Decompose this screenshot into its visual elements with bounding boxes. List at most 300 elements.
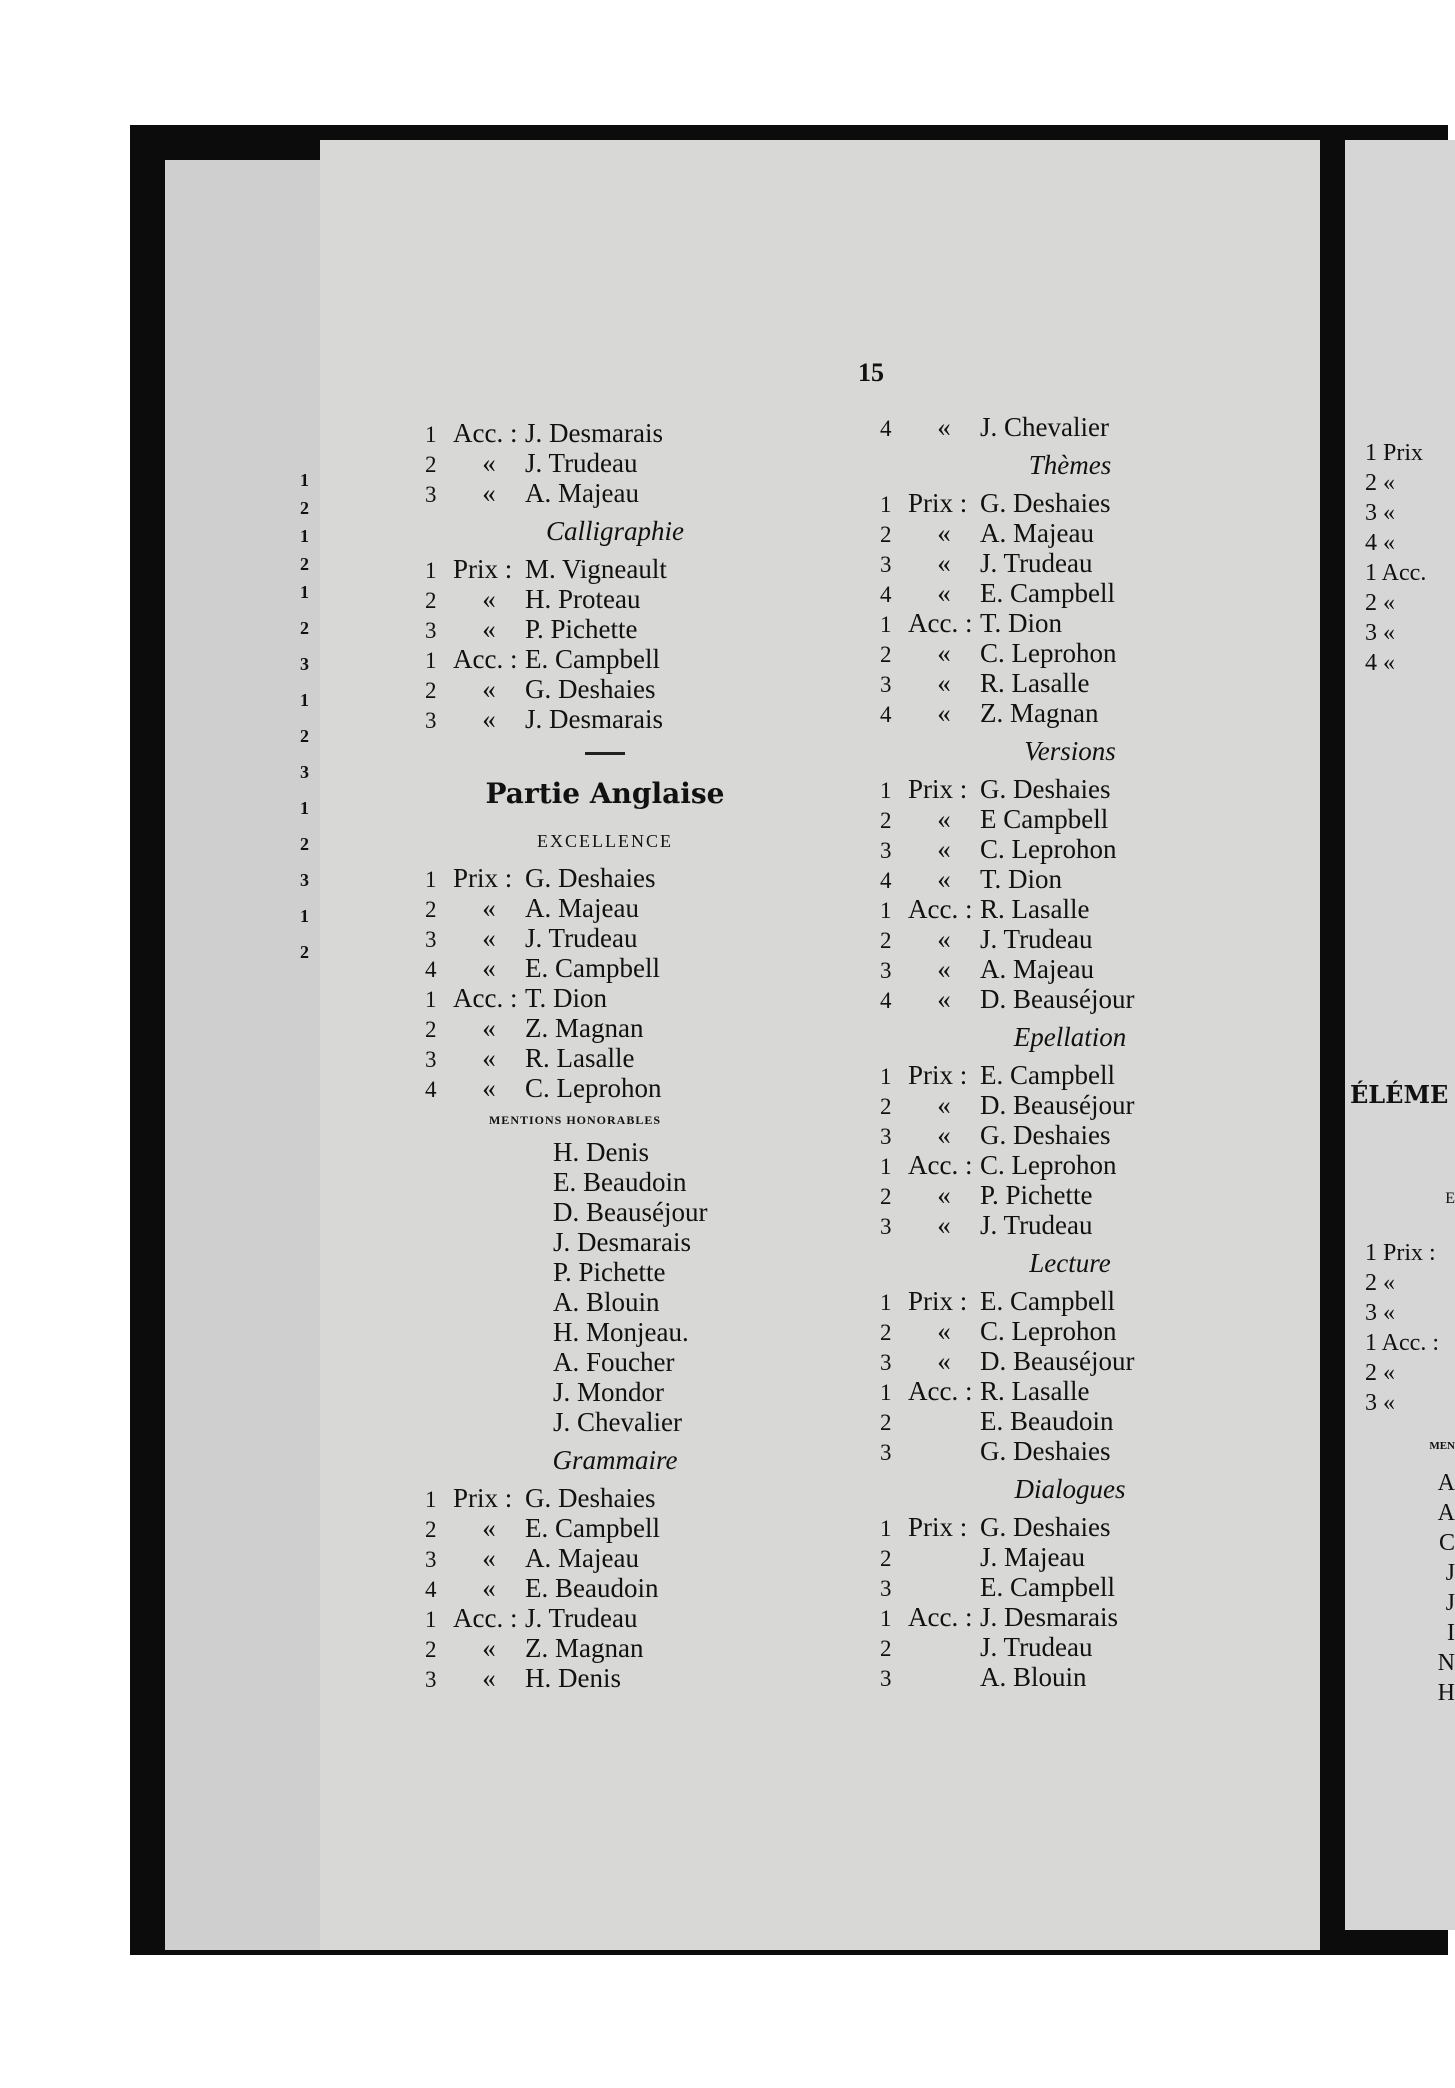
ditto-mark: « — [937, 984, 951, 1014]
grammaire-list — [425, 1483, 845, 1693]
excellence-subtitle: EXCELLENCE — [537, 831, 673, 851]
edge-mark: 2 — [300, 726, 309, 746]
rank-number: 2 — [880, 642, 892, 667]
ditto-mark: « — [482, 478, 496, 508]
mention-name: D. Beauséjour — [553, 1197, 708, 1227]
rank-number: 2 — [425, 897, 437, 922]
rank-number: 2 — [880, 1410, 892, 1435]
rank-number: 1 — [880, 778, 892, 803]
ditto-mark: « — [937, 668, 951, 698]
list-item — [880, 774, 1300, 804]
student-name: J. Trudeau — [525, 1603, 638, 1633]
list-item — [425, 644, 845, 674]
list-item — [880, 1150, 1300, 1180]
list-item — [880, 578, 1300, 608]
student-name: J. Trudeau — [980, 1632, 1093, 1662]
rank-number: 1 — [880, 1380, 892, 1405]
rank-number: 3 — [425, 1547, 437, 1572]
award-label: Acc. : — [453, 418, 518, 448]
edge-row: 2 « — [1365, 590, 1395, 616]
student-name: C. Leprohon — [980, 834, 1117, 864]
list-item — [880, 638, 1300, 668]
next-bottom-list — [1365, 1240, 1455, 1420]
rank-number: 3 — [880, 552, 892, 577]
award-label: Acc. : — [453, 983, 518, 1013]
student-name: G. Deshaies — [525, 674, 656, 704]
award-label: Acc. : — [453, 644, 518, 674]
list-item — [880, 1512, 1300, 1542]
list-item — [880, 1542, 1300, 1572]
edge-mark: 2 — [300, 498, 309, 518]
ditto-mark: « — [937, 578, 951, 608]
list-item — [880, 1090, 1300, 1120]
next-page-heading: ÉLÉME — [1350, 1080, 1449, 1109]
student-name: C. Leprohon — [980, 1150, 1117, 1180]
rank-number: 2 — [425, 1517, 437, 1542]
student-name: C. Leprohon — [980, 1316, 1117, 1346]
list-item — [880, 1406, 1300, 1436]
student-name: E. Campbell — [980, 1572, 1115, 1602]
mentions-list — [425, 1137, 845, 1437]
award-label: Acc. : — [453, 1603, 518, 1633]
award-label: Prix : — [453, 554, 513, 584]
rank-number: 4 — [880, 702, 892, 727]
list-item — [880, 1572, 1300, 1602]
student-name: E. Campbell — [980, 578, 1115, 608]
list-item — [425, 893, 845, 923]
left-top-list — [425, 418, 845, 508]
edge-mark: 3 — [300, 654, 309, 674]
ditto-mark: « — [482, 704, 496, 734]
ditto-mark: « — [937, 834, 951, 864]
edge-row: 3 « — [1365, 1300, 1395, 1326]
ditto-mark: « — [482, 923, 496, 953]
edge-row: 3 « — [1365, 500, 1395, 526]
award-label: Prix : — [908, 488, 968, 518]
next-top-list — [1365, 440, 1455, 680]
student-name: A. Majeau — [980, 954, 1094, 984]
ditto-mark: « — [482, 614, 496, 644]
page-number: 15 — [858, 358, 884, 387]
list-item — [880, 1376, 1300, 1406]
list-item — [425, 1663, 845, 1693]
right-column — [880, 412, 1300, 1692]
award-label: Prix : — [908, 1060, 968, 1090]
list-item — [880, 1210, 1300, 1240]
edge-mark: 1 — [300, 798, 309, 818]
ditto-mark: « — [937, 1090, 951, 1120]
list-item — [425, 478, 845, 508]
rank-number: 3 — [880, 672, 892, 697]
next-page-tiny: MEN — [1429, 1440, 1455, 1452]
rank-number: 1 — [880, 612, 892, 637]
award-label: Acc. : — [908, 894, 973, 924]
ditto-mark: « — [937, 1180, 951, 1210]
list-item — [425, 614, 845, 644]
list-item — [425, 1543, 845, 1573]
edge-initial: I — [1447, 1620, 1455, 1646]
section-heading-epellation: Epellation — [1013, 1022, 1127, 1052]
list-item — [880, 894, 1300, 924]
student-name: A. Majeau — [525, 1543, 639, 1573]
mention-name: A. Blouin — [553, 1287, 660, 1317]
rank-number: 2 — [425, 678, 437, 703]
epellation-list — [880, 1060, 1300, 1240]
award-label: Prix : — [908, 1286, 968, 1316]
rank-number: 1 — [425, 1607, 437, 1632]
rank-number: 1 — [880, 1064, 892, 1089]
student-name: P. Pichette — [980, 1180, 1093, 1210]
list-item — [425, 554, 845, 584]
edge-mark: 1 — [300, 690, 309, 710]
edge-row: 3 « — [1365, 620, 1395, 646]
rank-number: 3 — [425, 1047, 437, 1072]
list-item — [880, 548, 1300, 578]
edge-initial: A — [1437, 1470, 1455, 1496]
list-item — [425, 1043, 845, 1073]
edge-row: 4 « — [1365, 650, 1395, 676]
next-page-letter: E — [1445, 1190, 1455, 1207]
student-name: J. Trudeau — [980, 1210, 1093, 1240]
student-name: R. Lasalle — [525, 1043, 635, 1073]
edge-row: 2 « — [1365, 1360, 1395, 1386]
list-item — [425, 674, 845, 704]
award-label: Acc. : — [908, 1602, 973, 1632]
student-name: A. Majeau — [525, 478, 639, 508]
rank-number: 3 — [880, 1666, 892, 1691]
student-name: E. Campbell — [980, 1286, 1115, 1316]
student-name: C. Leprohon — [525, 1073, 662, 1103]
student-name: D. Beauséjour — [980, 1090, 1135, 1120]
dialogues-list — [880, 1512, 1300, 1692]
student-name: J. Trudeau — [980, 548, 1093, 578]
list-item — [880, 412, 1300, 442]
list-item — [880, 954, 1300, 984]
rank-number: 3 — [425, 927, 437, 952]
student-name: J. Desmarais — [525, 418, 663, 448]
excellence-list — [425, 863, 845, 1103]
lecture-list — [880, 1286, 1300, 1466]
award-label: Prix : — [908, 774, 968, 804]
list-item — [425, 953, 845, 983]
rank-number: 2 — [425, 1017, 437, 1042]
section-heading-dialogues: Dialogues — [1014, 1474, 1126, 1504]
list-item — [880, 864, 1300, 894]
ditto-mark: « — [937, 1316, 951, 1346]
student-name: T. Dion — [980, 864, 1062, 894]
list-item — [425, 1573, 845, 1603]
next-initials-list — [1365, 1470, 1455, 1710]
edge-initial: N — [1437, 1650, 1455, 1676]
edge-mark: 2 — [300, 942, 309, 962]
ditto-mark: « — [482, 1543, 496, 1573]
edge-initial: A — [1437, 1500, 1455, 1526]
student-name: R. Lasalle — [980, 1376, 1090, 1406]
student-name: G. Deshaies — [525, 1483, 656, 1513]
left-column — [425, 418, 845, 1693]
rank-number: 2 — [880, 1320, 892, 1345]
student-name: J. Desmarais — [525, 704, 663, 734]
award-label: Prix : — [453, 1483, 513, 1513]
award-label: Prix : — [908, 1512, 968, 1542]
rank-number: 3 — [880, 1124, 892, 1149]
list-item — [425, 584, 845, 614]
mention-name: E. Beaudoin — [553, 1167, 687, 1197]
ditto-mark: « — [482, 1013, 496, 1043]
edge-row: 3 « — [1365, 1390, 1395, 1416]
mention-name: J. Desmarais — [553, 1227, 691, 1257]
ditto-mark: « — [482, 1043, 496, 1073]
student-name: E Campbell — [980, 804, 1109, 834]
rank-number: 1 — [880, 1154, 892, 1179]
rank-number: 4 — [880, 582, 892, 607]
list-item — [880, 488, 1300, 518]
section-heading-calligraphie: Calligraphie — [545, 516, 684, 546]
list-item — [425, 1603, 845, 1633]
student-name: G. Deshaies — [980, 1436, 1111, 1466]
student-name: R. Lasalle — [980, 894, 1090, 924]
edge-row: 1 Prix — [1365, 440, 1424, 466]
ditto-mark: « — [937, 804, 951, 834]
rank-number: 1 — [880, 1606, 892, 1631]
list-item — [425, 418, 845, 448]
award-label: Acc. : — [908, 1376, 973, 1406]
ditto-mark: « — [937, 638, 951, 668]
mention-name: J. Mondor — [553, 1377, 665, 1407]
ditto-mark: « — [482, 1073, 496, 1103]
student-name: R. Lasalle — [980, 668, 1090, 698]
student-name: G. Deshaies — [980, 1512, 1111, 1542]
rank-number: 1 — [425, 648, 437, 673]
rank-number: 3 — [880, 958, 892, 983]
student-name: G. Deshaies — [980, 488, 1111, 518]
ditto-mark: « — [482, 448, 496, 478]
student-name: G. Deshaies — [980, 774, 1111, 804]
award-label: Prix : — [453, 863, 513, 893]
student-name: E. Campbell — [525, 644, 660, 674]
ditto-mark: « — [937, 1346, 951, 1376]
list-item — [880, 1602, 1300, 1632]
edge-row: 1 Acc. : — [1365, 1330, 1439, 1356]
student-name: H. Denis — [525, 1663, 621, 1693]
student-name: Z. Magnan — [980, 698, 1099, 728]
mentions-honorables-title: MENTIONS HONORABLES — [488, 1113, 662, 1127]
list-item — [880, 1120, 1300, 1150]
rank-number: 2 — [880, 1546, 892, 1571]
student-name: A. Blouin — [980, 1662, 1087, 1692]
student-name: J. Desmarais — [980, 1602, 1118, 1632]
edge-mark: 1 — [300, 470, 309, 490]
calligraphie-list — [425, 554, 845, 734]
themes-list — [880, 488, 1300, 728]
student-name: D. Beauséjour — [980, 1346, 1135, 1376]
rank-number: 2 — [880, 928, 892, 953]
student-name: Z. Magnan — [525, 1013, 644, 1043]
edge-initial: H — [1437, 1680, 1455, 1706]
edge-mark: 2 — [300, 554, 309, 574]
rank-number: 4 — [880, 868, 892, 893]
ditto-mark: « — [937, 412, 951, 442]
student-name: J. Trudeau — [525, 448, 638, 478]
edge-mark: 1 — [300, 526, 309, 546]
list-item — [425, 863, 845, 893]
rank-number: 3 — [880, 1214, 892, 1239]
edge-initial: J — [1445, 1560, 1455, 1586]
list-item — [880, 608, 1300, 638]
section-divider — [585, 752, 625, 755]
mention-name: A. Foucher — [553, 1347, 675, 1377]
rank-number: 3 — [425, 708, 437, 733]
mention-name: H. Denis — [553, 1137, 649, 1167]
rank-number: 2 — [425, 452, 437, 477]
list-item — [425, 923, 845, 953]
list-item — [880, 1060, 1300, 1090]
list-item — [880, 1436, 1300, 1466]
list-item — [880, 1662, 1300, 1692]
rank-number: 4 — [880, 416, 892, 441]
student-name: E. Beaudoin — [980, 1406, 1114, 1436]
ditto-mark: « — [937, 548, 951, 578]
rank-number: 2 — [880, 522, 892, 547]
award-label: Acc. : — [908, 1150, 973, 1180]
rank-number: 3 — [880, 1576, 892, 1601]
list-item — [425, 983, 845, 1013]
list-item — [425, 1513, 845, 1543]
rank-number: 3 — [880, 1350, 892, 1375]
list-item — [880, 1316, 1300, 1346]
list-item — [880, 1180, 1300, 1210]
rank-number: 4 — [425, 1077, 437, 1102]
ditto-mark: « — [482, 1663, 496, 1693]
list-item — [880, 984, 1300, 1014]
rank-number: 1 — [425, 987, 437, 1012]
rank-number: 2 — [880, 1184, 892, 1209]
ditto-mark: « — [937, 698, 951, 728]
rank-number: 3 — [425, 482, 437, 507]
section-heading-versions: Versions — [1024, 736, 1116, 766]
edge-mark: 1 — [300, 906, 309, 926]
edge-row: 1 Prix : — [1365, 1240, 1436, 1266]
mention-name: H. Monjeau. — [553, 1317, 689, 1347]
list-item — [425, 1013, 845, 1043]
rank-number: 1 — [880, 1290, 892, 1315]
list-item — [425, 1073, 845, 1103]
student-name: G. Deshaies — [525, 863, 656, 893]
ditto-mark: « — [937, 1210, 951, 1240]
mention-name: J. Chevalier — [553, 1407, 682, 1437]
right-top-list — [880, 412, 1300, 442]
student-name: E. Beaudoin — [525, 1573, 659, 1603]
rank-number: 2 — [425, 588, 437, 613]
edge-initial: J — [1445, 1590, 1455, 1616]
rank-number: 1 — [880, 898, 892, 923]
list-item — [880, 1346, 1300, 1376]
rank-number: 4 — [425, 957, 437, 982]
student-name: T. Dion — [525, 983, 607, 1013]
section-heading-lecture: Lecture — [1029, 1248, 1111, 1278]
student-name: D. Beauséjour — [980, 984, 1135, 1014]
section-heading-themes: Thèmes — [1028, 450, 1112, 480]
student-name: G. Deshaies — [980, 1120, 1111, 1150]
student-name: Z. Magnan — [525, 1633, 644, 1663]
rank-number: 1 — [880, 492, 892, 517]
student-name: C. Leprohon — [980, 638, 1117, 668]
next-page-column — [1350, 440, 1455, 1710]
student-name: E. Campbell — [525, 1513, 660, 1543]
student-name: E. Campbell — [525, 953, 660, 983]
student-name: P. Pichette — [525, 614, 638, 644]
scan-margin-top — [0, 0, 1448, 130]
rank-number: 1 — [880, 1516, 892, 1541]
rank-number: 4 — [425, 1577, 437, 1602]
list-item — [880, 1286, 1300, 1316]
rank-number: 2 — [425, 1637, 437, 1662]
section-heading-grammaire: Grammaire — [552, 1445, 678, 1475]
student-name: J. Chevalier — [980, 412, 1109, 442]
list-item — [880, 834, 1300, 864]
list-item — [425, 704, 845, 734]
list-item — [880, 668, 1300, 698]
ditto-mark: « — [937, 954, 951, 984]
ditto-mark: « — [937, 518, 951, 548]
rank-number: 3 — [880, 1440, 892, 1465]
ditto-mark: « — [482, 584, 496, 614]
rank-number: 1 — [425, 422, 437, 447]
ditto-mark: « — [482, 953, 496, 983]
rank-number: 2 — [880, 1636, 892, 1661]
section-title-partie-anglaise: Partie Anglaise — [485, 777, 725, 810]
ditto-mark: « — [482, 893, 496, 923]
scan-margin-left — [0, 0, 130, 2088]
rank-number: 3 — [425, 1667, 437, 1692]
student-name: J. Trudeau — [980, 924, 1093, 954]
award-label: Acc. : — [908, 608, 973, 638]
previous-page-edge — [165, 160, 325, 1950]
rank-number: 4 — [880, 988, 892, 1013]
rank-number: 1 — [425, 867, 437, 892]
ditto-mark: « — [482, 1513, 496, 1543]
student-name: J. Majeau — [980, 1542, 1085, 1572]
student-name: T. Dion — [980, 608, 1062, 638]
edge-row: 2 « — [1365, 1270, 1395, 1296]
rank-number: 3 — [880, 838, 892, 863]
student-name: H. Proteau — [525, 584, 641, 614]
list-item — [425, 1633, 845, 1663]
list-item — [880, 698, 1300, 728]
rank-number: 2 — [880, 1094, 892, 1119]
edge-row: 4 « — [1365, 530, 1395, 556]
edge-row: 1 Acc. — [1365, 560, 1427, 586]
edge-mark: 1 — [300, 582, 309, 602]
list-item — [880, 518, 1300, 548]
student-name: A. Majeau — [525, 893, 639, 923]
list-item — [425, 1483, 845, 1513]
versions-list — [880, 774, 1300, 1014]
mention-name: P. Pichette — [553, 1257, 666, 1287]
list-item — [880, 1632, 1300, 1662]
edge-mark: 3 — [300, 762, 309, 782]
rank-number: 2 — [880, 808, 892, 833]
ditto-mark: « — [937, 1120, 951, 1150]
list-item — [880, 804, 1300, 834]
ditto-mark: « — [482, 674, 496, 704]
rank-number: 1 — [425, 1487, 437, 1512]
ditto-mark: « — [937, 924, 951, 954]
list-item — [880, 924, 1300, 954]
edge-mark: 2 — [300, 834, 309, 854]
ditto-mark: « — [482, 1573, 496, 1603]
student-name: A. Majeau — [980, 518, 1094, 548]
